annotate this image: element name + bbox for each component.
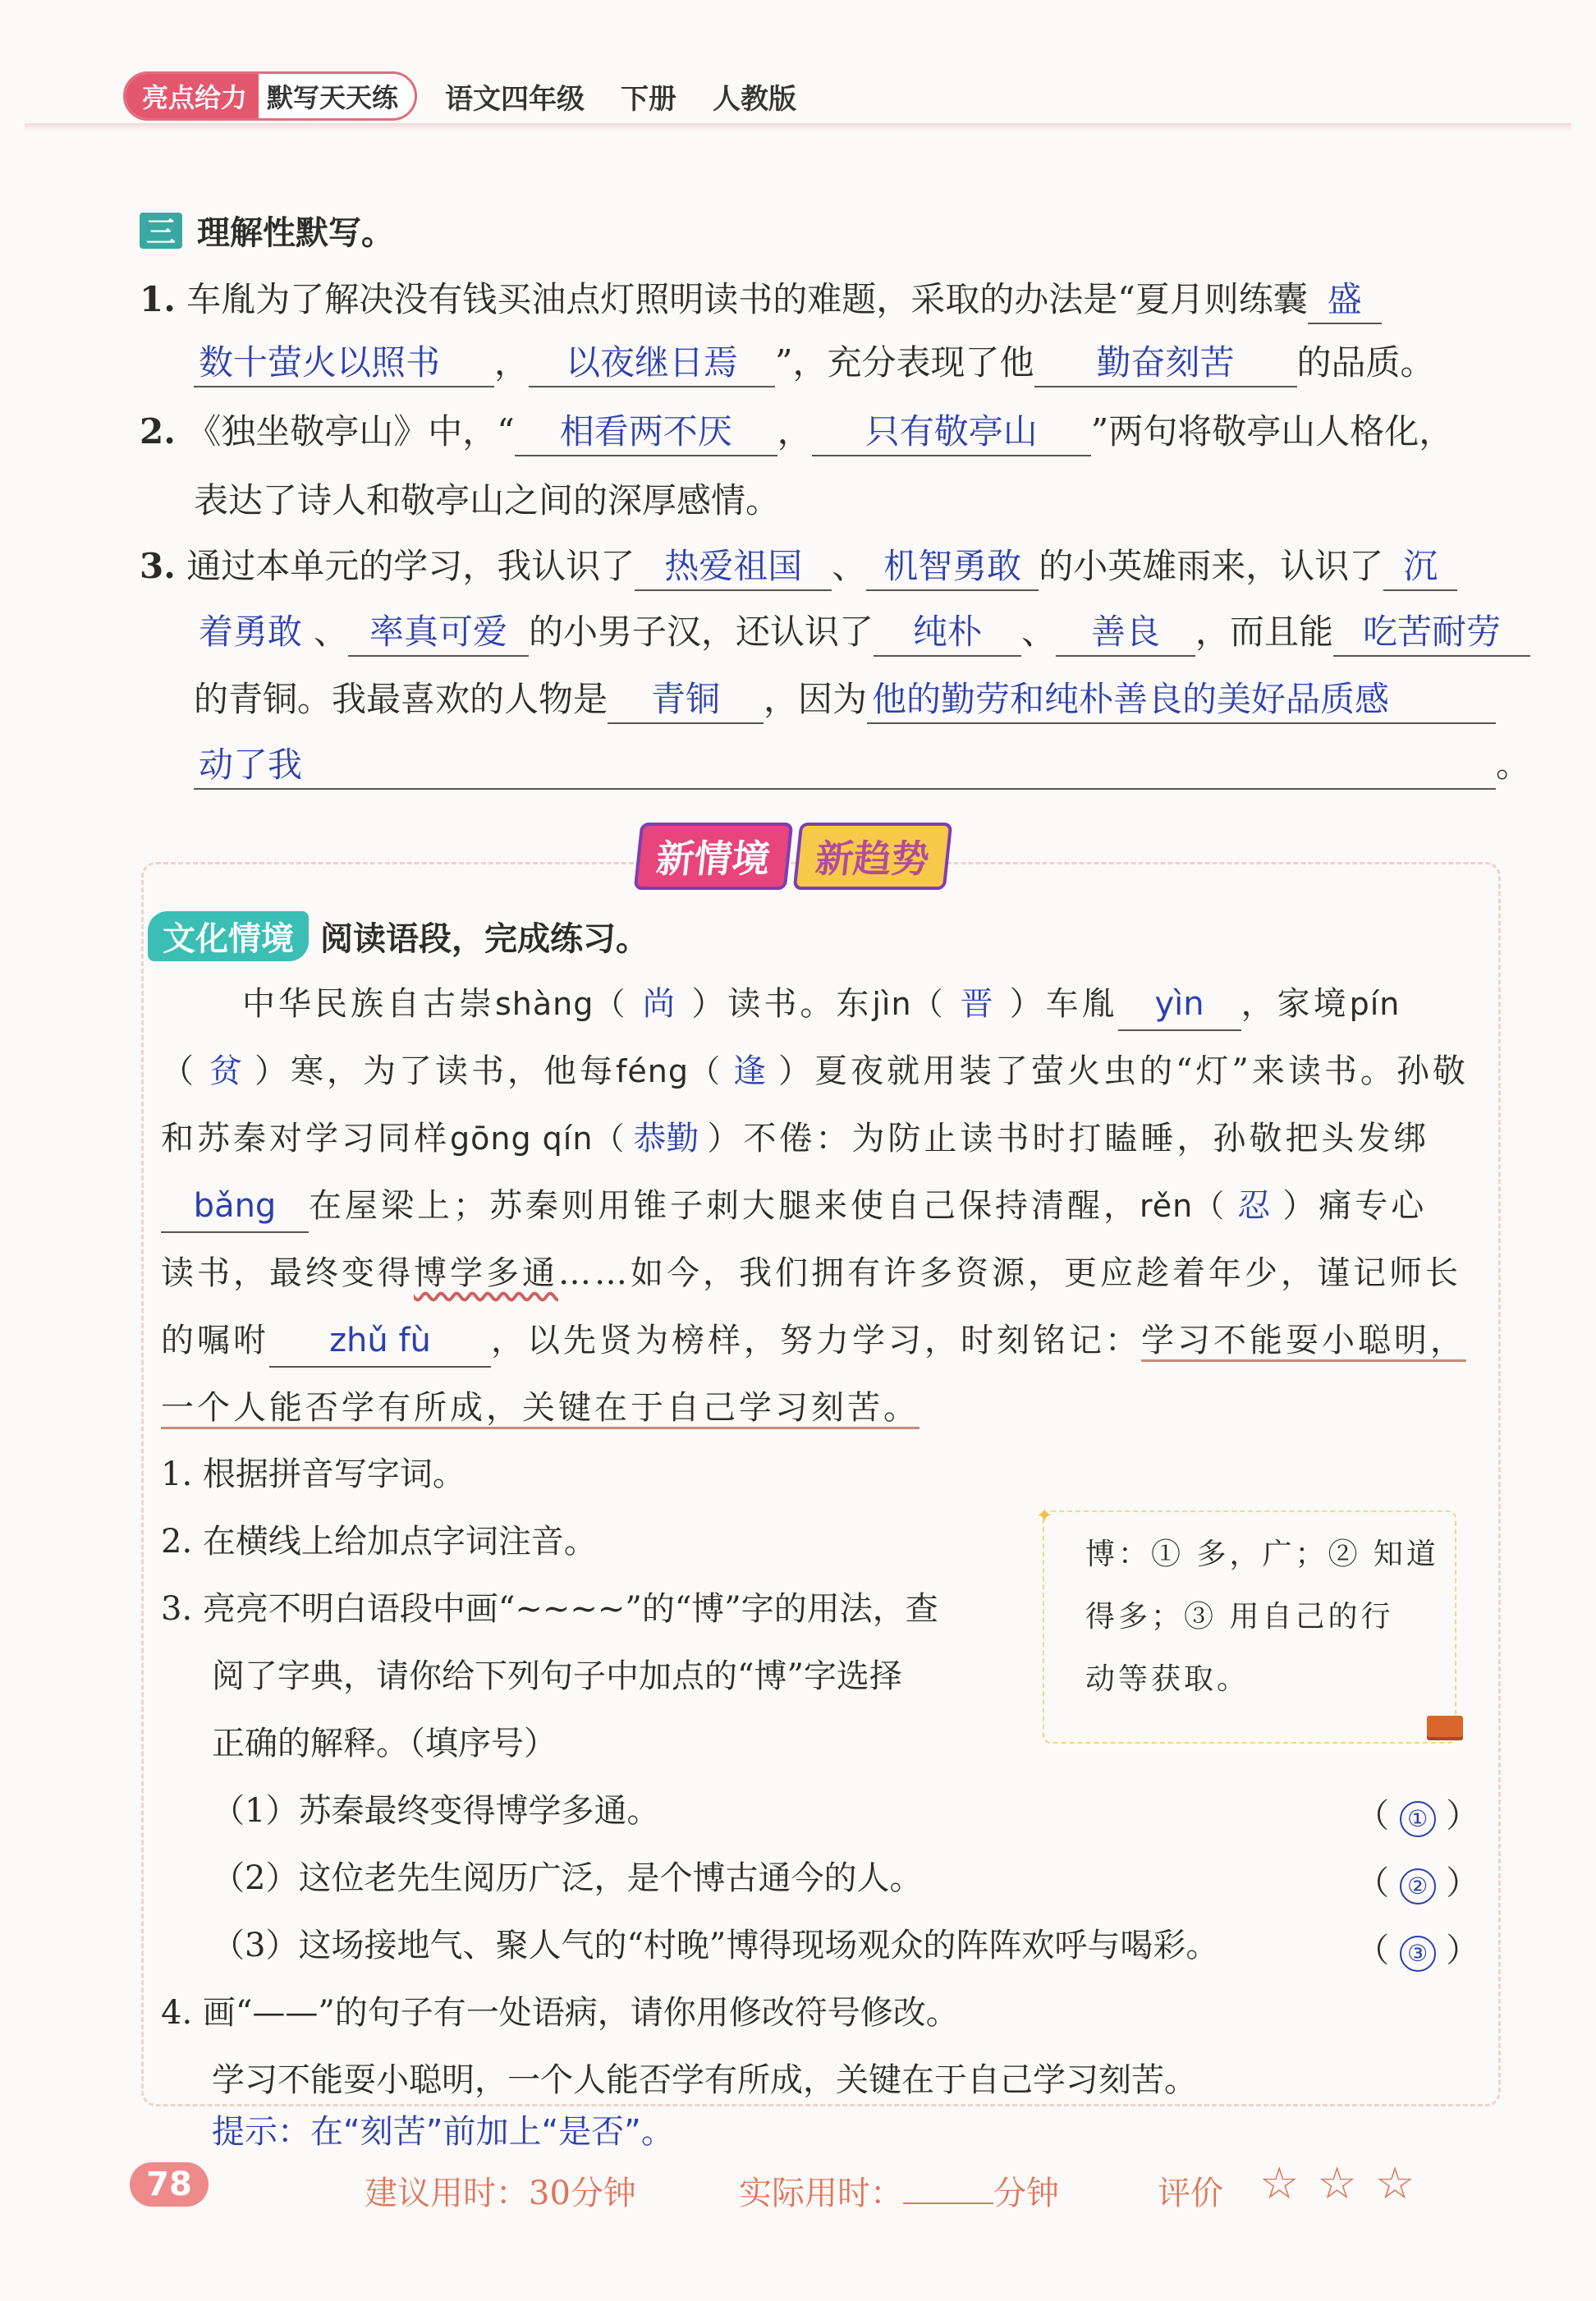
answer-field[interactable]: 尚	[642, 985, 676, 1023]
banner-right: 新趋势	[793, 823, 953, 890]
answer-field[interactable]: 忍	[1237, 1187, 1271, 1225]
task-3-line2: 阅了字典，请你给下列句子中加点的“博”字选择	[212, 1657, 902, 1695]
book-icon	[1427, 1716, 1463, 1737]
answer-field[interactable]: 善良	[1056, 609, 1195, 657]
answer-field[interactable]: 青铜	[608, 676, 764, 724]
star-icon[interactable]: ☆	[1259, 2157, 1300, 2209]
answer-field[interactable]: ②	[1400, 1868, 1436, 1905]
passage-line-3: 和苏秦对学习同样gōng qín（ 恭勤 ）不倦：为防止读书时打瞌睡，孙敬把头发绑	[161, 1113, 1429, 1164]
task-3-line1: 3. 亮亮不明白语段中画“~~~~”的“博”字的用法，查	[161, 1590, 938, 1628]
answer-field[interactable]: 吃苦耐劳	[1333, 609, 1530, 657]
actual-time-field[interactable]	[903, 2202, 993, 2204]
answer-field[interactable]: 勤奋刻苦	[1034, 340, 1297, 387]
banner-left: 新情境	[634, 823, 794, 890]
answer-hint: 提示：在“刻苦”前加上“是否”。	[212, 2113, 674, 2151]
sparkle-icon: ✦	[1036, 1504, 1053, 1527]
q1-line2: 数十萤火以照书 ， 以夜继日焉 ”，充分表现了他 勤奋刻苦 的品质。	[194, 338, 1435, 387]
answer-field[interactable]: 恭勤	[633, 1120, 699, 1157]
q1-line1: 1. 车胤为了解决没有钱买油点灯照明读书的难题，采取的办法是“夏月则练囊 盛	[140, 275, 1382, 324]
new-situation-banner	[634, 825, 952, 887]
section-title	[140, 207, 394, 254]
brand-left: 亮点给力	[126, 74, 259, 118]
q3-line4: 动了我 。	[194, 740, 1530, 790]
answer-field[interactable]: 逢	[732, 1052, 766, 1090]
passage-line-2: （ 贫 ）寒，为了读书，他每féng（ 逢 ）夏夜就用装了萤火虫的“灯”来读书。孙敬	[161, 1046, 1469, 1097]
answer-field[interactable]: 纯朴	[874, 609, 1021, 657]
passage-line-1: 中华民族自古崇shàng（ 尚 ）读书。东jìn（ 晋 ）车胤 yìn ，家境pín	[242, 979, 1400, 1031]
answer-field[interactable]: 他的勤劳和纯朴善良的美好品质感	[867, 676, 1496, 724]
q2-line1: 2. 《独坐敬亭山》中，“ 相看两不厌 ， 只有敬亭山 ”两句将敬亭山人格化，	[140, 407, 1453, 456]
volume: 下册	[621, 82, 677, 116]
answer-field[interactable]: 着勇敢	[199, 612, 303, 652]
q3-line1: 3. 通过本单元的学习，我认识了 热爱祖国 、 机智勇敢 的小英雄雨来，认识了 沉	[140, 542, 1457, 591]
underlined-sentence: 学习不能耍小聪明，	[1141, 1322, 1466, 1362]
page-header	[123, 72, 796, 120]
answer-field[interactable]: zhǔ fù	[269, 1315, 491, 1368]
star-icon[interactable]: ☆	[1317, 2157, 1357, 2209]
section-label: 理解性默写。	[197, 214, 394, 252]
q3-line2: 着勇敢 、 率真可爱 的小男子汉，还认识了 纯朴 、 善良 ，而且能 吃苦耐劳	[194, 607, 1530, 657]
dict-line-1: 博：① 多，广；② 知道	[1085, 1538, 1439, 1571]
answer-field[interactable]: 沉	[1383, 543, 1457, 591]
answer-paren-1: （ ① ）	[1356, 1790, 1479, 1837]
task-4-sentence: 学习不能耍小聪明，一个人能否学有所成，关键在于自己学习刻苦。	[212, 2061, 1197, 2099]
answer-field[interactable]: 相看两不厌	[515, 409, 777, 456]
wavy-underlined-text: 博学多通	[414, 1254, 558, 1292]
passage-line-4: bǎng 在屋梁上；苏秦则用锥子刺大腿来使自己保持清醒，rěn（ 忍 ）痛专心	[161, 1180, 1427, 1233]
q2-line2: 表达了诗人和敬亭山之间的深厚感情。	[194, 480, 781, 520]
passage-line-5: 读书，最终变得博学多通……如今，我们拥有许多资源，更应趁着年少，谨记师长	[161, 1254, 1461, 1292]
answer-field[interactable]: 贫	[209, 1052, 242, 1090]
instruction: 阅读语段，完成练习。	[320, 920, 649, 958]
answer-field[interactable]: bǎng	[161, 1180, 309, 1233]
sentence-2: （2）这位老先生阅历广泛，是个博古通今的人。	[212, 1859, 923, 1897]
answer-field[interactable]: 动了我	[194, 742, 1496, 790]
section-number: 三	[140, 213, 182, 249]
dict-line-2: 得多；③ 用自己的行	[1085, 1600, 1394, 1634]
dict-line-3: 动等获取。	[1085, 1662, 1250, 1696]
answer-paren-3: （ ③ ）	[1356, 1924, 1479, 1972]
suggested-time: 建议用时：30分钟	[365, 2175, 636, 2212]
actual-time: 实际用时： 分钟	[739, 2175, 1059, 2212]
sentence-1: （1）苏秦最终变得博学多通。	[212, 1792, 660, 1830]
underlined-sentence: 一个人能否学有所成，关键在于自己学习刻苦。	[161, 1389, 920, 1429]
answer-field[interactable]: ③	[1400, 1936, 1436, 1972]
sentence-3: （3）这场接地气、聚人气的“村晚”博得现场观众的阵阵欢呼与喝彩。	[212, 1927, 1219, 1964]
subject: 语文四年级	[445, 82, 585, 116]
book-info	[445, 76, 796, 117]
answer-field[interactable]: ①	[1400, 1801, 1436, 1837]
answer-paren-2: （ ② ）	[1356, 1857, 1479, 1905]
header-divider	[25, 123, 1571, 131]
answer-field[interactable]: yìn	[1118, 979, 1241, 1031]
star-icon[interactable]: ☆	[1374, 2157, 1415, 2209]
answer-field[interactable]: 晋	[960, 985, 993, 1023]
culture-tag: 文化情境	[148, 911, 309, 961]
edition: 人教版	[713, 82, 797, 116]
answer-field[interactable]: 率真可爱	[348, 609, 529, 657]
brand-badge	[123, 71, 417, 121]
brand-right: 默写天天练	[267, 82, 399, 113]
rating-stars	[1259, 2157, 1415, 2209]
page-number: 78	[130, 2162, 209, 2207]
rating-label: 评价	[1158, 2175, 1223, 2212]
answer-field[interactable]: 盛	[1308, 277, 1382, 324]
q3-line3: 的青铜。我最喜欢的人物是 青铜 ，因为 他的勤劳和纯朴善良的美好品质感	[194, 675, 1496, 724]
task-3-line3: 正确的解释。（填序号）	[212, 1725, 557, 1762]
culture-tag-row	[148, 911, 649, 961]
answer-field[interactable]: 以夜继日焉	[529, 340, 775, 387]
passage-line-6: 的嘱咐 zhǔ fù ，以先贤为榜样，努力学习，时刻铭记：学习不能耍小聪明，	[161, 1315, 1466, 1368]
task-1: 1. 根据拼音写字词。	[161, 1455, 466, 1493]
answer-field[interactable]: 热爱祖国	[635, 543, 832, 591]
answer-field[interactable]: 数十萤火以照书	[194, 340, 494, 387]
answer-field[interactable]: 机智勇敢	[866, 543, 1039, 591]
passage-line-7	[161, 1382, 920, 1433]
dictionary-box	[1043, 1510, 1456, 1744]
task-4: 4. 画“——”的句子有一处语病，请你用修改符号修改。	[161, 1994, 959, 2032]
task-2: 2. 在横线上给加点字词注音。	[161, 1523, 597, 1561]
answer-field[interactable]: 只有敬亭山	[812, 409, 1091, 456]
